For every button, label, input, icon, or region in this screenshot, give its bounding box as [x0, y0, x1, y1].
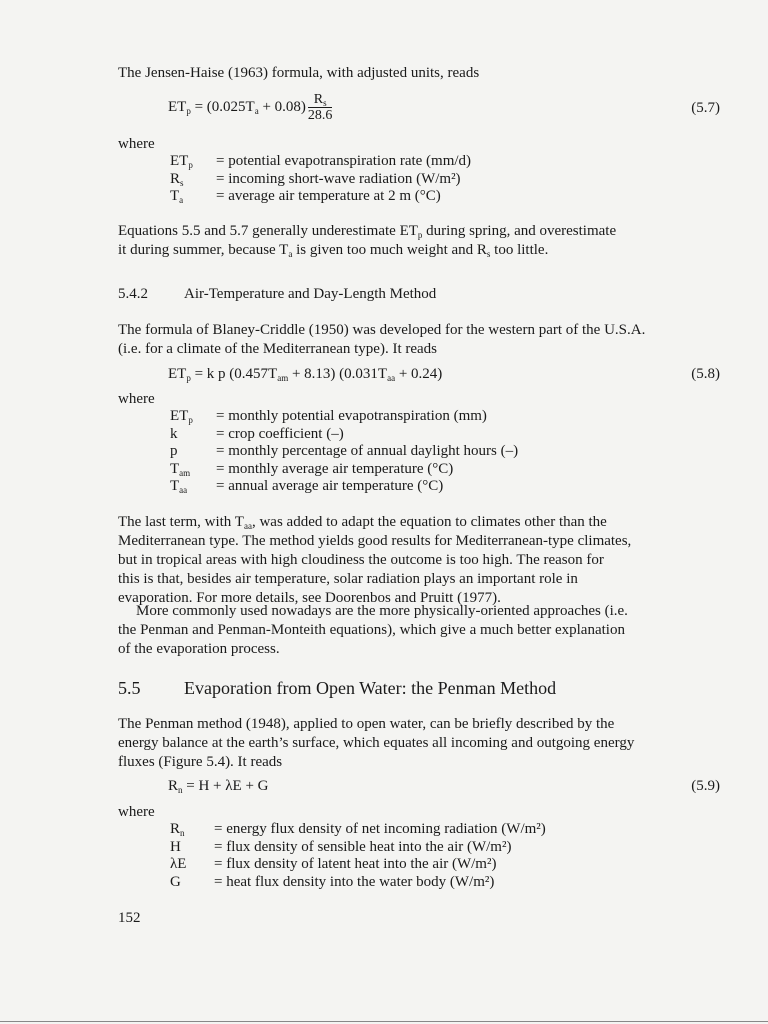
variable-row: G = heat flux density into the water body (W/m²) — [170, 873, 495, 890]
paragraph-last-term: The last term, with $T_{aa}$, was added to adapt the equation to climates other than the Mediterranean type. The method yields good results for Mediterranean-type climates, but in tropical areas with high cloudiness the outcome is too high. The reason for this is that, besides air temperature, solar radiation plays an important role in evaporation. For more details, see Doorenbos and Pruitt (1977). — [118, 514, 632, 606]
variable-row: $ET_p$ = monthly potential evapotranspiration (mm) — [170, 408, 487, 425]
equation-5-7: $ET_p = (0.025T_a + 0.08)$ $\frac{R_s}{28.6}$ — [168, 92, 333, 123]
section-title-5-4-2: Air-Temperature and Day-Length Method — [184, 286, 437, 302]
where-label-2: where — [118, 391, 155, 407]
paragraph-penman: The Penman method (1948), applied to open water, can be briefly described by the energy balance at the earth’s surface, which equates all incoming and outgoing energy fluxes (Figure 5.4). It reads — [118, 716, 635, 770]
variable-row: λE = flux density of latent heat into the air (W/m²) — [170, 856, 497, 872]
variable-row: p = monthly percentage of annual daylight hours (–) — [170, 443, 519, 459]
equation-5-8: $ET_p = k$ p $(0.457T_{am} + 8.13) (0.031T_{aa} + 0.24)$ — [168, 366, 443, 383]
variable-list-1 — [170, 153, 471, 206]
variable-row: $T_{am}$ = monthly average air temperature (°C) — [170, 460, 454, 478]
variable-row: $R_n$ = energy flux density of net incoming radiation (W/m²) — [170, 821, 546, 838]
page-number: 152 — [118, 910, 141, 926]
variable-row: $T_{aa}$ = annual average air temperature (°C) — [170, 478, 444, 495]
paragraph-blaney-criddle: The formula of Blaney-Criddle (1950) was developed for the western part of the U.S.A. (i.e. for a climate of the Mediterranean type). It reads — [118, 322, 646, 357]
page-edge-divider — [0, 1021, 768, 1022]
equation-number-5-8: (5.8) — [691, 366, 720, 382]
section-number-5-5: 5.5 — [118, 678, 141, 698]
variable-list-3 — [170, 821, 546, 891]
variable-row: $R_s$ = incoming short-wave radiation (W/m²) — [170, 170, 461, 188]
section-number-5-4-2: 5.4.2 — [118, 286, 148, 302]
variable-row: $T_a$ = average air temperature at 2 m (°C) — [170, 188, 441, 205]
variable-list-2 — [170, 408, 518, 496]
variable-row: H = flux density of sensible heat into the air (W/m²) — [170, 838, 512, 855]
paragraph-jensen-note: Equations 5.5 and 5.7 generally underestimate $ET_p$ during spring, and overestimate it during summer, because $T_a$ is given too much weight and $R_s$ too little. — [118, 223, 617, 259]
paragraph-physical-approaches: More commonly used nowadays are the more physically-oriented approaches (i.e. the Penman and Penman-Monteith equations), which give a much better explanation of the evaporation process. — [118, 603, 628, 657]
fraction: $\frac{R_s}{28.6}$ — [307, 92, 333, 123]
where-label-3: where — [118, 804, 155, 820]
variable-row: $ET_p$ = potential evapotranspiration rate (mm/d) — [170, 153, 472, 170]
equation-number-5-9: (5.9) — [691, 778, 720, 794]
variable-row: k = crop coefficient (–) — [170, 425, 344, 442]
equation-5-9: $R_n = H + \lambda E + G$ — [168, 778, 269, 795]
intro-text: The Jensen-Haise (1963) formula, with adjusted units, reads — [118, 65, 480, 81]
equation-number-5-7: (5.7) — [691, 100, 720, 116]
where-label-1: where — [118, 136, 155, 152]
section-title-5-5: Evaporation from Open Water: the Penman Method — [184, 678, 557, 698]
